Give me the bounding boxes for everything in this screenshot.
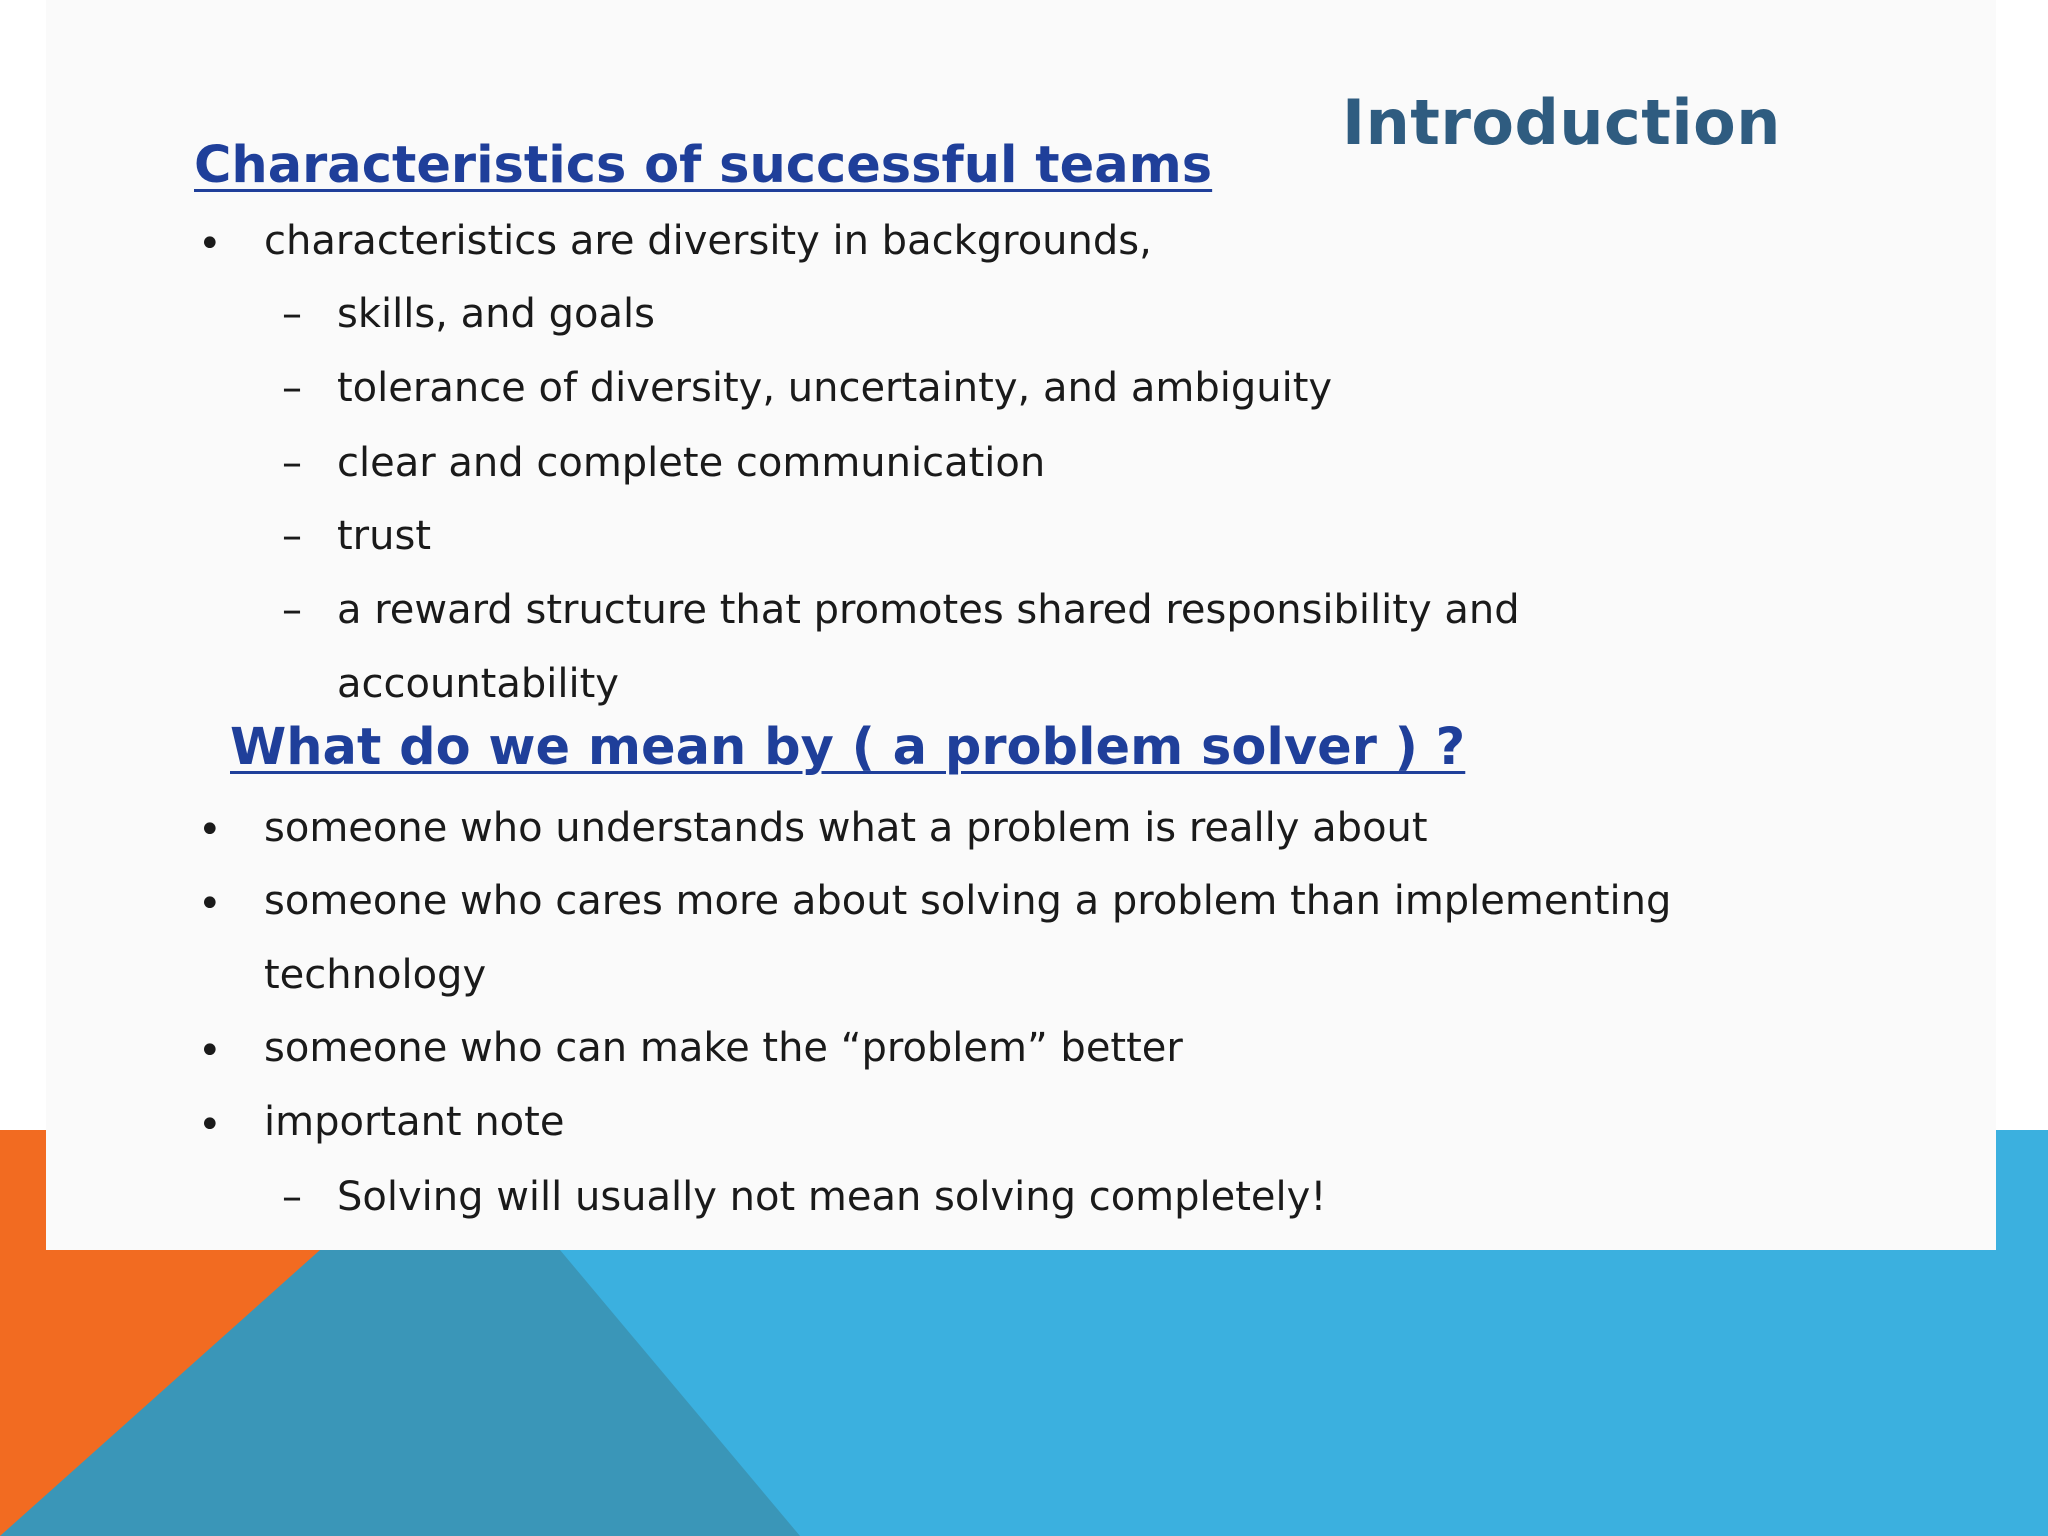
bullet-text: someone who cares more about solving a problem than implementing [264,878,1672,924]
dash-marker: – [282,365,302,411]
bullet-text-continuation: technology [264,952,487,998]
section-heading-problem-solver: What do we mean by ( a problem solver ) ? [230,718,1466,777]
dash-marker: – [282,1174,302,1220]
dash-marker: – [282,440,302,486]
subitem-text: trust [337,513,432,559]
dash-marker: – [282,587,302,633]
subitem-text: skills, and goals [337,291,655,337]
bullet-text: important note [264,1099,565,1145]
right-blue-edge-shape [1990,1130,2048,1536]
bullet-marker: • [198,221,222,267]
subitem-text: clear and complete communication [337,440,1046,486]
bullet-marker: • [198,881,222,927]
bullet-text: someone who understands what a problem is really about [264,805,1428,851]
subitem-text: a reward structure that promotes shared responsibility and [337,587,1520,633]
bullet-text: characteristics are diversity in backgrounds, [264,218,1152,264]
dash-marker: – [282,291,302,337]
dash-marker: – [282,513,302,559]
slide-title: Introduction [1342,86,1781,159]
bullet-marker: • [198,1102,222,1148]
bullet-text: someone who can make the “problem” better [264,1025,1183,1071]
section-heading-team-characteristics: Characteristics of successful teams [194,136,1213,195]
bullet-marker: • [198,807,222,853]
bullet-marker: • [198,1028,222,1074]
subitem-text-continuation: accountability [337,661,619,707]
subitem-text: tolerance of diversity, uncertainty, and ambiguity [337,365,1333,411]
subitem-text: Solving will usually not mean solving completely! [337,1174,1327,1220]
